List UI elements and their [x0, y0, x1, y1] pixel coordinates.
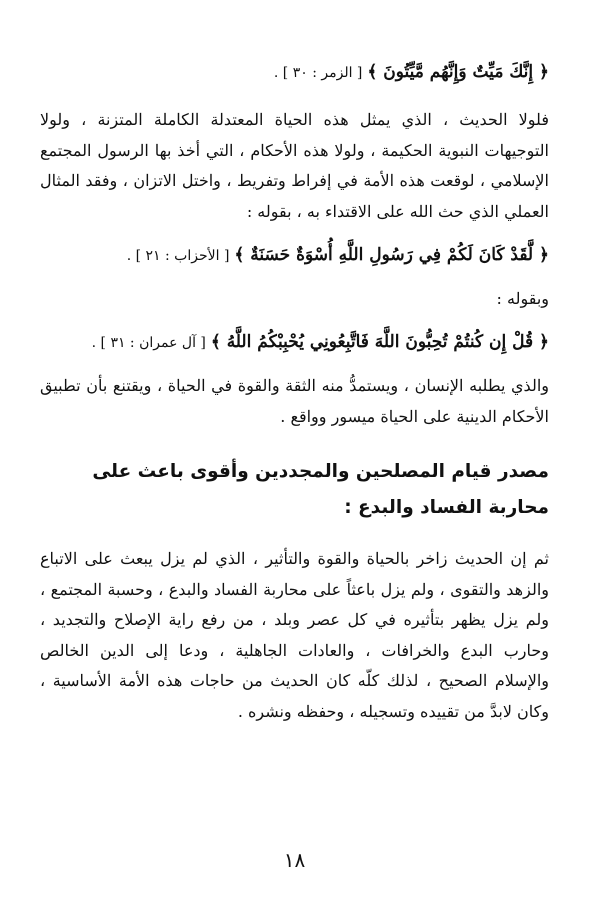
quran-quote-ahzab: [40, 241, 549, 270]
and-saying-text: وبقوله :: [496, 289, 549, 308]
verse-text: ﴿ لَّقَدْ كَانَ لَكُمْ فِي رَسُولِ اللَّهِ أُسْوَةٌ حَسَنَةٌ ﴾: [234, 245, 549, 265]
quran-quote-al-imran: [40, 328, 549, 357]
verse-reference: [ الأحزاب : ٢١ ] .: [126, 248, 230, 264]
verse-text: ﴿ إِنَّكَ مَيِّتٌ وَإِنَّهُم مَّيِّتُونَ ﴾: [367, 62, 549, 82]
paragraph-2: والذي يطلبه الإنسان ، ويستمدُّ منه الثقة والقوة في الحياة ، ويقتنع بأن تطبيق الأحكام الدينية على الحياة ميسور وواقع .: [40, 376, 549, 426]
page-number: ١٨: [283, 848, 306, 872]
verse-reference: [ الزمر : ٣٠ ] .: [273, 65, 363, 81]
paragraph-3: ثم إن الحديث زاخر بالحياة والقوة والتأثير ، الذي لم يزل يبعث على الاتباع والزهد والتقوى ، ولم يزل باعثاً على محاربة الفساد والبدع ، وحسبة المجتمع ، ولم يزل يظهر بتأثيره في كل عصر وبلد ، من رفع راية الإصلاح والتجديد ، وحارب البدع والخرافات ، والعادات الجاهلية ، ودعا إلى الدين الخالص والإسلام الصحيح ، لذلك كلّه كان الحديث من حاجات هذه الأمة الأساسية ، وكان لابدَّ من تقييده وتسجيله ، وحفظه ونشره .: [40, 549, 549, 721]
quran-quote-zumar: [40, 58, 549, 87]
verse-reference: [ آل عمران : ٣١ ] .: [91, 335, 206, 351]
paragraph-1: فلولا الحديث ، الذي يمثل هذه الحياة المعتدلة الكاملة المتزنة ، ولولا التوجيهات النبوية الحكيمة ، ولولا هذه الأحكام ، التي أخذ بها الرسول المجتمع الإسلامي ، لوقعت هذه الأمة في إفراط وتفريط ، واختل الاتزان ، وفقد المثال العملي الذي حث الله على الاقتداء به ، بقوله :: [40, 110, 549, 221]
section-heading: مصدر قيام المصلحين والمجددين وأقوى باعث على محاربة الفساد والبدع :: [92, 461, 549, 518]
verse-text: ﴿ قُلْ إِن كُنتُمْ تُحِبُّونَ اللَّهَ فَاتَّبِعُونِي يُحْبِبْكُمُ اللَّهُ ﴾: [210, 332, 549, 352]
